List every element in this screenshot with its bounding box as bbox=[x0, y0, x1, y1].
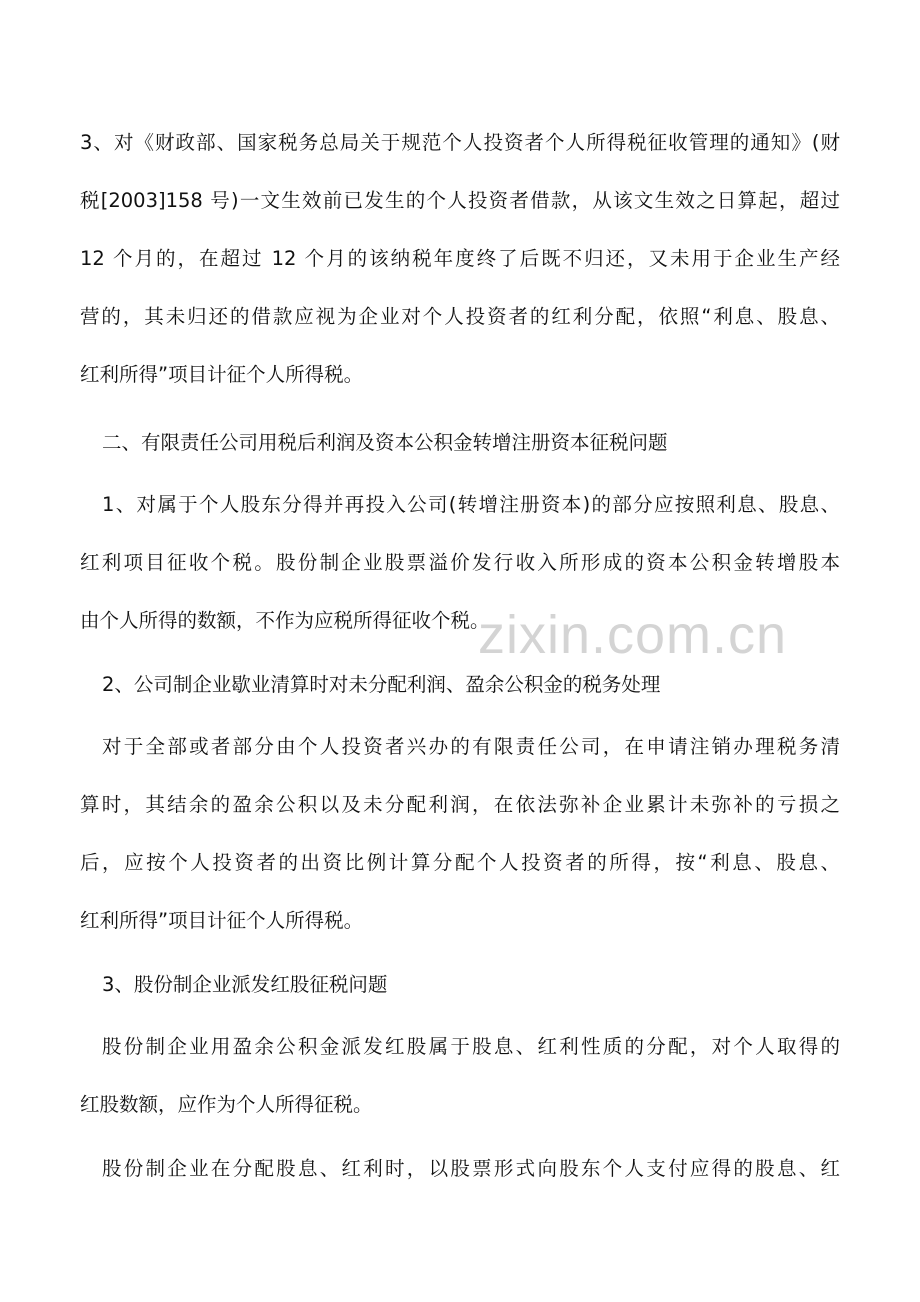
text-line-8: 红利项目征收个税。股份制企业股票溢价发行收入所形成的资本公积金转增股本 bbox=[80, 551, 840, 574]
text-line-1: 3、对《财政部、国家税务总局关于规范个人投资者个人所得税征收管理的通知》(财 bbox=[80, 131, 840, 154]
text-line-7: 1、对属于个人股东分得并再投入公司(转增注册资本)的部分应按照利息、股息、 bbox=[102, 493, 840, 516]
text-line-14: 红利所得”项目计征个人所得税。 bbox=[80, 909, 364, 932]
text-line-3: 12 个月的，在超过 12 个月的该纳税年度终了后既不归还，又未用于企业生产经 bbox=[80, 247, 840, 270]
text-line-5: 红利所得”项目计征个人所得税。 bbox=[80, 363, 364, 386]
text-line-18: 股份制企业在分配股息、红利时，以股票形式向股东个人支付应得的股息、红 bbox=[102, 1157, 840, 1180]
subheading-2: 2、公司制企业歇业清算时对未分配利润、盈余公积金的税务处理 bbox=[102, 673, 661, 696]
section-heading-2: 二、有限责任公司用税后利润及资本公积金转增注册资本征税问题 bbox=[102, 431, 668, 454]
text-line-17: 红股数额，应作为个人所得征税。 bbox=[80, 1093, 373, 1116]
text-line-9: 由个人所得的数额，不作为应税所得征收个税。 bbox=[80, 609, 490, 632]
text-line-2: 税[2003]158 号)一文生效前已发生的个人投资者借款，从该文生效之日算起，超过 bbox=[80, 189, 840, 212]
subheading-3: 3、股份制企业派发红股征税问题 bbox=[102, 973, 388, 996]
text-line-11: 对于全部或者部分由个人投资者兴办的有限责任公司，在申请注销办理税务清 bbox=[102, 735, 840, 758]
watermark: zixin.com.cn bbox=[478, 605, 788, 665]
text-line-12: 算时，其结余的盈余公积以及未分配利润，在依法弥补企业累计未弥补的亏损之 bbox=[80, 793, 840, 816]
text-line-16: 股份制企业用盈余公积金派发红股属于股息、红利性质的分配，对个人取得的 bbox=[102, 1035, 840, 1058]
text-line-13: 后，应按个人投资者的出资比例计算分配个人投资者的所得，按“利息、股息、 bbox=[80, 851, 840, 874]
text-line-4: 营的，其未归还的借款应视为企业对个人投资者的红利分配，依照“利息、股息、 bbox=[80, 305, 840, 328]
